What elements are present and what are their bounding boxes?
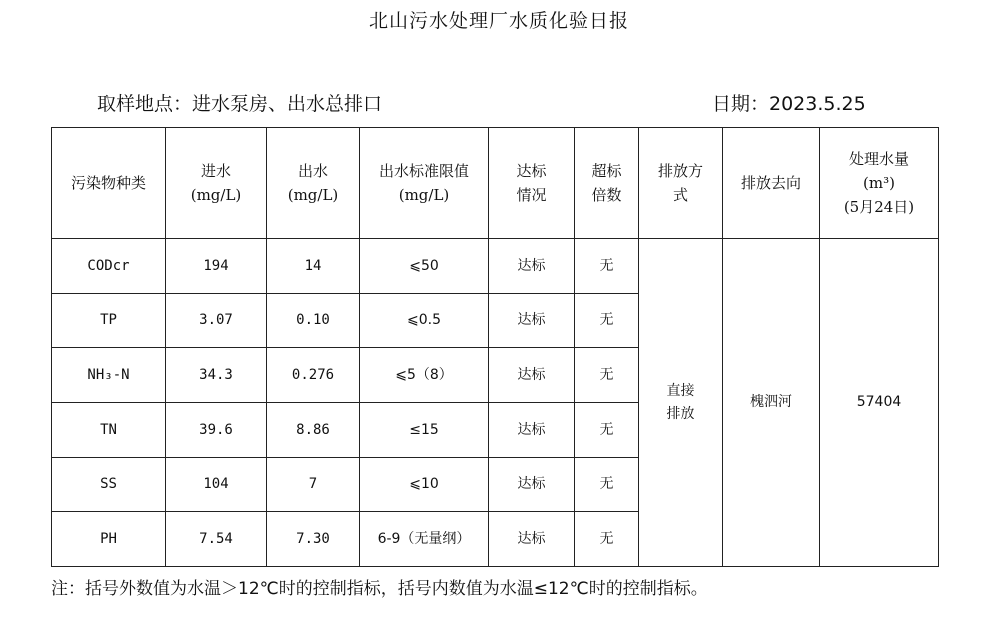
sampling-location: 取样地点：进水泵房、出水总排口	[97, 93, 383, 115]
report-date: 日期：2023.5.25	[712, 93, 866, 115]
limit-cell: 6-9（无量纲）	[360, 512, 489, 567]
outflow-cell: 0.10	[267, 293, 360, 348]
status-cell: 达标	[489, 239, 575, 294]
limit-cell: ⩽50	[360, 239, 489, 294]
pollutant-cell: NH₃-N	[52, 348, 166, 403]
limit-cell: ≤15	[360, 402, 489, 457]
outflow-cell: 8.86	[267, 402, 360, 457]
table-row	[52, 239, 939, 294]
status-cell: 达标	[489, 402, 575, 457]
inflow-cell: 104	[166, 457, 267, 512]
header-destination: 排放去向	[723, 128, 820, 239]
header-limit: 出水标准限值 (mg/L)	[360, 128, 489, 239]
header-pollutant: 污染物种类	[52, 128, 166, 239]
inflow-cell: 34.3	[166, 348, 267, 403]
volume-cell: 57404	[820, 239, 939, 567]
header-row	[52, 128, 939, 239]
outflow-cell: 14	[267, 239, 360, 294]
header-volume: 处理水量 (m³) (5月24日)	[820, 128, 939, 239]
exceed-cell: 无	[575, 457, 639, 512]
status-cell: 达标	[489, 512, 575, 567]
pollutant-cell: TN	[52, 402, 166, 457]
pollutant-cell: TP	[52, 293, 166, 348]
footnote: 注：括号外数值为水温＞12℃时的控制指标，括号内数值为水温≤12℃时的控制指标。	[51, 579, 708, 599]
inflow-cell: 39.6	[166, 402, 267, 457]
status-cell: 达标	[489, 348, 575, 403]
report-title: 北山污水处理厂水质化验日报	[368, 10, 629, 32]
pollutant-cell: SS	[52, 457, 166, 512]
status-cell: 达标	[489, 457, 575, 512]
pollutant-cell: PH	[52, 512, 166, 567]
status-cell: 达标	[489, 293, 575, 348]
outflow-cell: 7.30	[267, 512, 360, 567]
limit-cell: ⩽0.5	[360, 293, 489, 348]
limit-cell: ⩽10	[360, 457, 489, 512]
header-exceed: 超标 倍数	[575, 128, 639, 239]
exceed-cell: 无	[575, 293, 639, 348]
destination-cell: 槐泗河	[723, 239, 820, 567]
exceed-cell: 无	[575, 348, 639, 403]
header-inflow: 进水 (mg/L)	[166, 128, 267, 239]
header-compliance: 达标 情况	[489, 128, 575, 239]
exceed-cell: 无	[575, 512, 639, 567]
inflow-cell: 194	[166, 239, 267, 294]
exceed-cell: 无	[575, 402, 639, 457]
inflow-cell: 7.54	[166, 512, 267, 567]
exceed-cell: 无	[575, 239, 639, 294]
discharge-mode-cell: 直接 排放	[639, 239, 723, 567]
inflow-cell: 3.07	[166, 293, 267, 348]
header-discharge-mode: 排放方 式	[639, 128, 723, 239]
outflow-cell: 0.276	[267, 348, 360, 403]
pollutant-cell: CODcr	[52, 239, 166, 294]
limit-cell: ⩽5（8）	[360, 348, 489, 403]
header-outflow: 出水 (mg/L)	[267, 128, 360, 239]
outflow-cell: 7	[267, 457, 360, 512]
water-quality-table	[51, 127, 939, 567]
